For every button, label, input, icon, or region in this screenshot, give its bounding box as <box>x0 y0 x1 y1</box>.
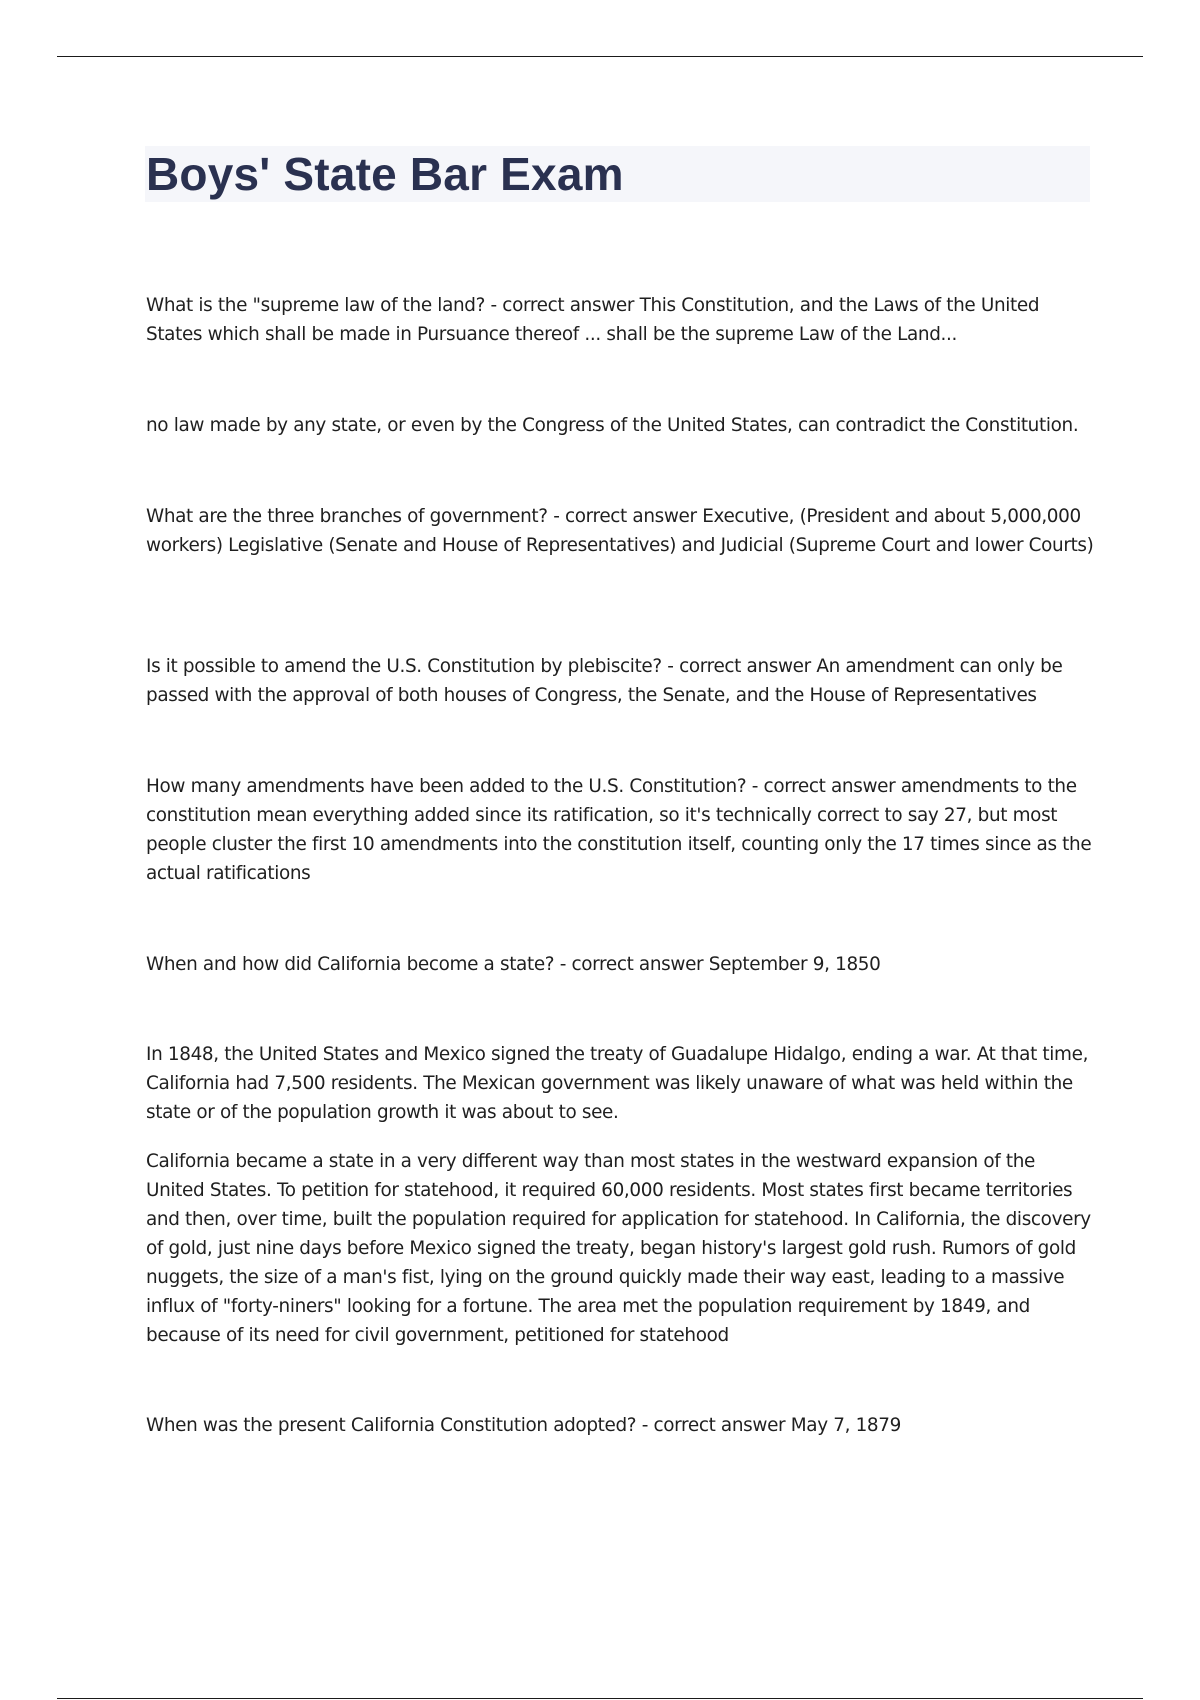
note-supreme-law: no law made by any state, or even by the Congress of the United States, can contradict the Constitution. <box>146 415 1079 436</box>
footer-rule <box>57 1698 1143 1699</box>
qa-amend-plebiscite: Is it possible to amend the U.S. Constitution by plebiscite? - correct answer An amendment can only be passed with the approval of both houses of Congress, the Senate, and the House of Representatives <box>146 656 1063 706</box>
qa-california-statehood: When and how did California become a state? - correct answer September 9, 1850 <box>146 954 881 975</box>
note-gold-rush: California became a state in a very different way than most states in the westward expansion of the United States. To petition for statehood, it required 60,000 residents. Most states first became territories and then, over time, built the population required for application for statehood. In California, the discovery of gold, just nine days before Mexico signed the treaty, began history's largest gold rush. Rumors of gold nuggets, the size of a man's fist, lying on the ground quickly made their way east, leading to a massive influx of "forty-niners" looking for a fortune. The area met the population requirement by 1849, and because of its need for civil government, petitioned for statehood <box>146 1151 1091 1346</box>
qa-supreme-law: What is the "supreme law of the land? - correct answer This Constitution, and the Laws of the United States which shall be made in Pursuance thereof ... shall be the supreme Law of the Land... <box>146 295 1040 345</box>
qa-branches: What are the three branches of government? - correct answer Executive, (President and about 5,000,000 workers) Legislative (Senate and House of Representatives) and Judicial (Supreme Court and lower Courts) <box>146 506 1094 556</box>
page-title: Boys' State Bar Exam <box>146 148 624 200</box>
header-rule <box>57 56 1143 57</box>
qa-california-constitution: When was the present California Constitution adopted? - correct answer May 7, 1879 <box>146 1415 901 1436</box>
qa-amendments-count: How many amendments have been added to the U.S. Constitution? - correct answer amendments to the constitution mean everything added since its ratification, so it's technically correct to say 27, but most people cluster the first 10 amendments into the constitution itself, counting only the 17 times since as the actual ratifications <box>146 776 1092 884</box>
note-treaty-1848: In 1848, the United States and Mexico signed the treaty of Guadalupe Hidalgo, ending a war. At that time, California had 7,500 residents. The Mexican government was likely unaware of what was held within the state or of the population growth it was about to see. <box>146 1044 1089 1123</box>
